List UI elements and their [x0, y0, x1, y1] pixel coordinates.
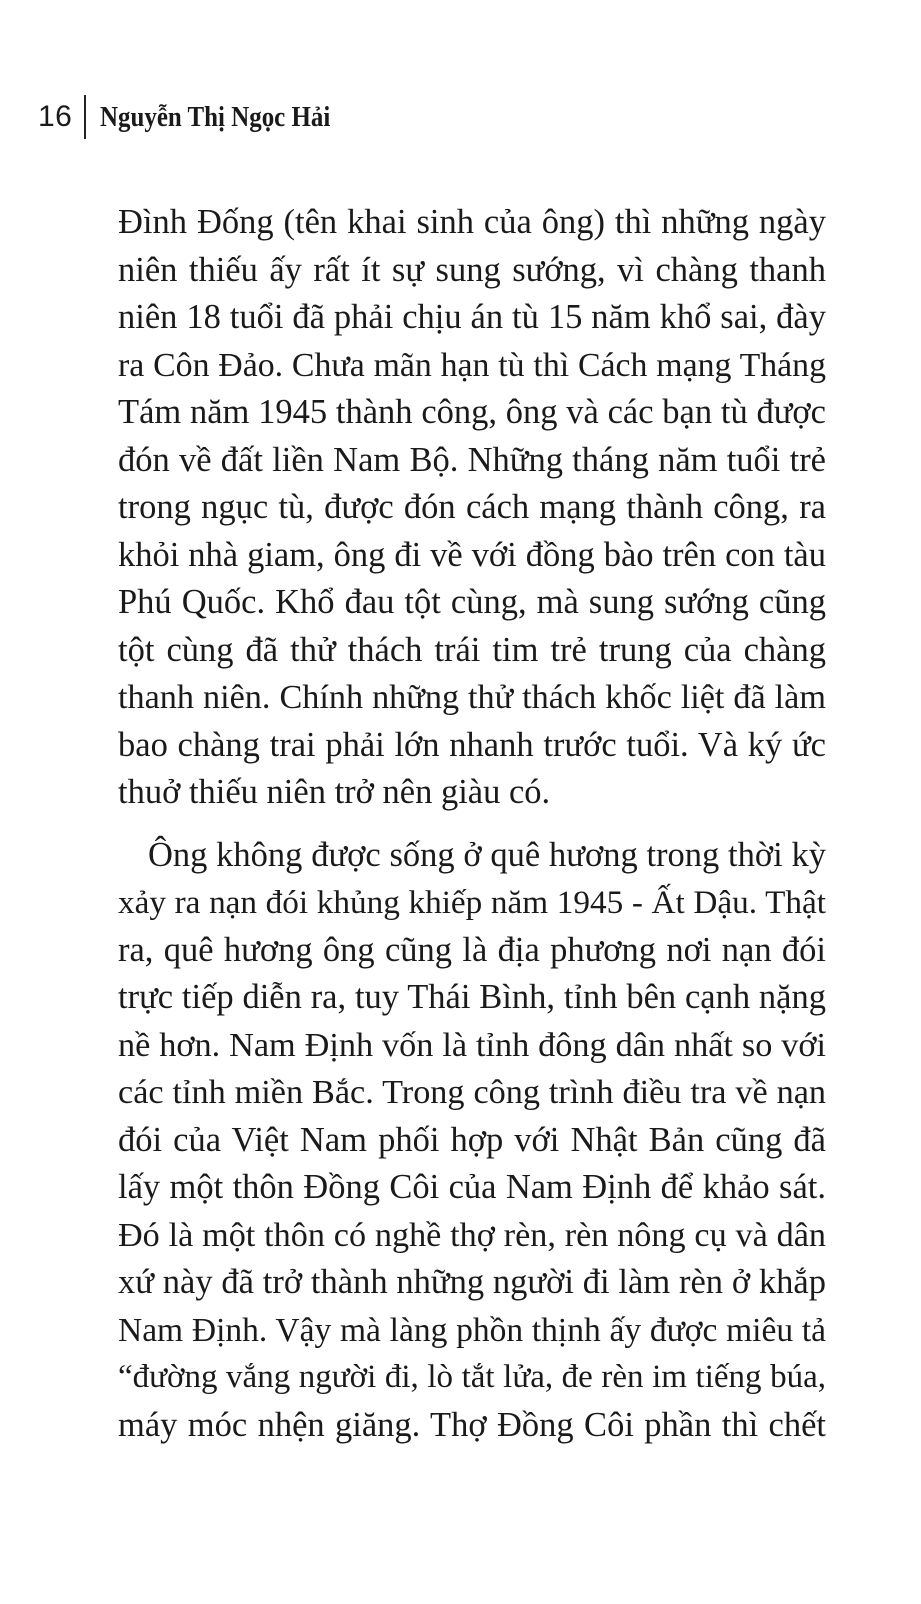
paragraph-1	[118, 199, 826, 817]
text-line: tột cùng đã thử thách trái tim trẻ trung của chàng	[118, 630, 826, 669]
text-line: “đường vắng người đi, lò tắt lửa, đe rèn im tiếng búa,	[118, 1359, 826, 1395]
text-line: Ông không được sống ở quê hương trong thời kỳ	[148, 835, 826, 874]
text-line: Tám năm 1945 thành công, ông và các bạn tù được	[118, 393, 826, 431]
text-line: trực tiếp diễn ra, tuy Thái Bình, tỉnh bên cạnh nặng	[118, 978, 826, 1016]
page-number: 16	[38, 100, 73, 133]
text-line: đón về đất liền Nam Bộ. Những tháng năm tuổi trẻ	[118, 440, 826, 479]
running-header	[38, 92, 368, 142]
text-line: khỏi nhà giam, ông đi về với đồng bào trên con tàu	[118, 535, 826, 574]
text-line: niên 18 tuổi đã phải chịu án tù 15 năm khổ sai, đày	[118, 298, 826, 336]
text-line: thuở thiếu niên trở nên giàu có.	[118, 773, 551, 811]
text-line: máy móc nhện giăng. Thợ Đồng Côi phần thì chết	[118, 1405, 826, 1444]
text-line: ra, quê hương ông cũng là địa phương nơi nạn đói	[118, 930, 826, 969]
text-line: Phú Quốc. Khổ đau tột cùng, mà sung sướng cũng	[118, 583, 826, 621]
paragraph-2	[118, 832, 826, 1450]
text-line: xứ này đã trở thành những người đi làm rèn ở khắp	[118, 1263, 826, 1301]
text-line: bao chàng trai phải lớn nhanh trước tuổi. Và ký ức	[118, 725, 826, 764]
text-line: Nam Định. Vậy mà làng phồn thịnh ấy được miêu tả	[118, 1311, 826, 1349]
text-line: ra Côn Đảo. Chưa mãn hạn tù thì Cách mạng Tháng	[118, 346, 826, 384]
text-line: nề hơn. Nam Định vốn là tỉnh đông dân nhất so với	[118, 1025, 826, 1064]
text-line: thanh niên. Chính những thử thách khốc liệt đã làm	[118, 678, 826, 716]
text-line: các tỉnh miền Bắc. Trong công trình điều tra về nạn	[118, 1073, 826, 1111]
text-line: Đó là một thôn có nghề thợ rèn, rèn nông cụ và dân	[118, 1216, 826, 1254]
text-line: lấy một thôn Đồng Côi của Nam Định để khảo sát.	[118, 1168, 826, 1206]
text-line: đói của Việt Nam phối hợp với Nhật Bản cũng đã	[118, 1120, 826, 1159]
text-line: xảy ra nạn đói khủng khiếp năm 1945 - Ất Dậu. Thật	[118, 884, 826, 921]
text-line: Đình Đống (tên khai sinh của ông) thì những ngày	[118, 203, 826, 241]
author-name: Nguyễn Thị Ngọc Hải	[100, 101, 331, 133]
header-divider	[84, 95, 86, 139]
body-text	[118, 199, 826, 1449]
paragraph-gap	[118, 817, 826, 832]
text-line: trong ngục tù, được đón cách mạng thành công, ra	[118, 488, 826, 526]
text-line: niên thiếu ấy rất ít sự sung sướng, vì chàng thanh	[118, 250, 826, 289]
